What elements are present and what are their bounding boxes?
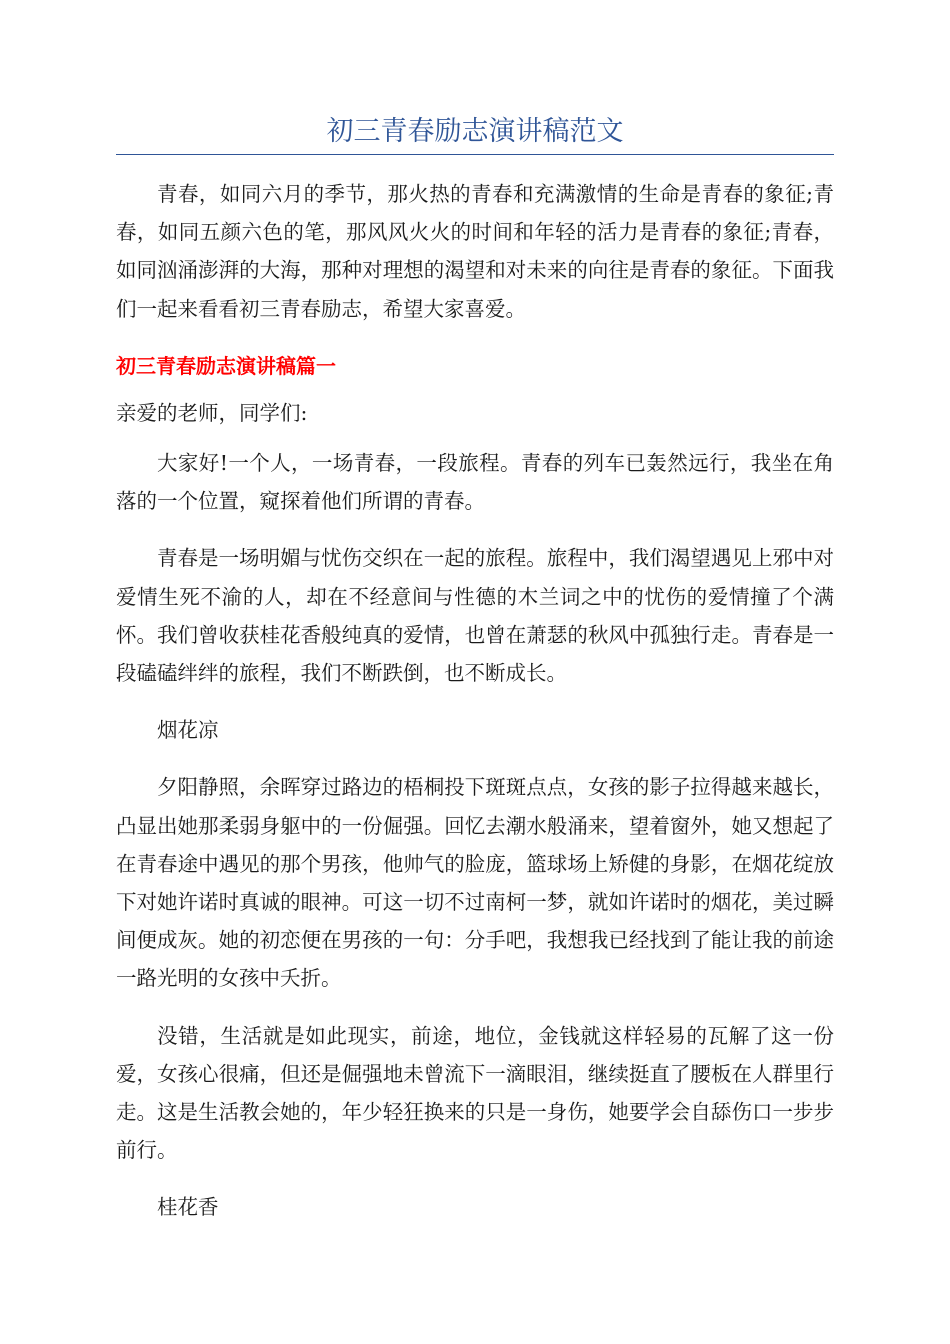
salutation: 亲爱的老师，同学们: — [116, 400, 308, 425]
body-paragraph: 没错，生活就是如此现实，前途，地位，金钱就这样轻易的瓦解了这一份爱，女孩心很痛，但还是倔强地未曾流下一滴眼泪，继续挺直了腰板在人群里行走。这是生活教会她的，年少轻狂换来的只是一身伤，她要学会自舔伤口一步步前行。 — [116, 1023, 834, 1163]
subheading-yanhualiang: 烟花凉 — [157, 718, 219, 743]
body-paragraph: 青春是一场明媚与忧伤交织在一起的旅程。旅程中，我们渴望遇见上邪中对爱情生死不渝的人，却在不经意间与性德的木兰词之中的忧伤的爱情撞了个满怀。我们曾收获桂花香般纯真的爱情，也曾在萧瑟的秋风中孤独行走。青春是一段磕磕绊绊的旅程，我们不断跌倒，也不断成长。 — [116, 546, 834, 686]
subheading-guihuaxiang: 桂花香 — [157, 1195, 219, 1220]
section-heading: 初三青春励志演讲稿篇一 — [116, 353, 336, 378]
body-paragraph: 夕阳静照，余晖穿过路边的梧桐投下斑斑点点，女孩的影子拉得越来越长，凸显出她那柔弱身躯中的一份倔强。回忆去潮水般涌来，望着窗外，她又想起了在青春途中遇见的那个男孩，他帅气的脸庞，篮球场上矫健的身影，在烟花绽放下对她许诺时真诚的眼神。可这一切不过南柯一梦，就如许诺时的烟花，美过瞬间便成灰。她的初恋便在男孩的一句：分手吧，我想我已经找到了能让我的前途一路光明的女孩中夭折。 — [116, 775, 834, 991]
intro-paragraph: 青春，如同六月的季节，那火热的青春和充满激情的生命是青春的象征;青春，如同五颜六色的笔，那风风火火的时间和年轻的活力是青春的象征;青春，如同汹涌澎湃的大海，那种对理想的渴望和对未来的向往是青春的象征。下面我们一起来看看初三青春励志，希望大家喜爱。 — [116, 182, 834, 321]
title-underline — [116, 154, 834, 155]
body-paragraph: 大家好!一个人，一场青春，一段旅程。青春的列车已轰然远行，我坐在角落的一个位置，窥探着他们所谓的青春。 — [116, 451, 834, 514]
document-body — [116, 175, 834, 1246]
document-title: 初三青春励志演讲稿范文 — [326, 116, 624, 147]
